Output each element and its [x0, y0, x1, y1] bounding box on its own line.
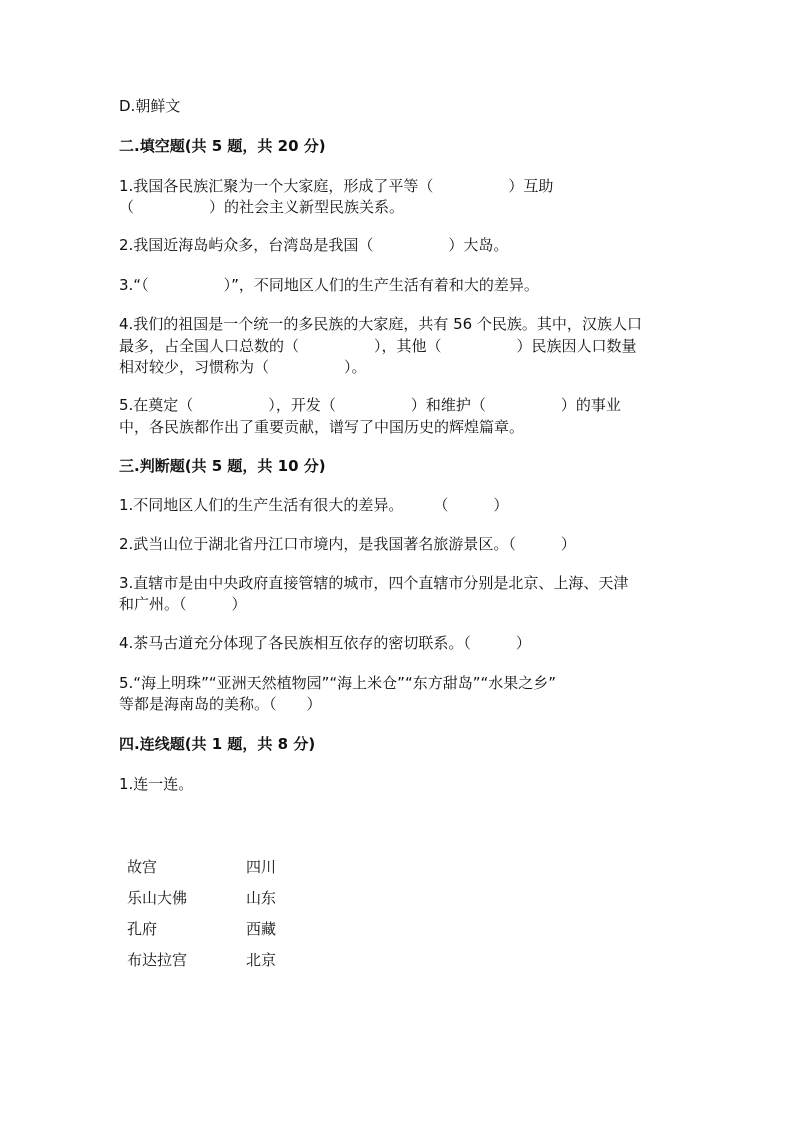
tf-q3-line2: 和广州。（ ）	[119, 595, 247, 613]
match-right-item: 西藏	[246, 920, 277, 938]
tf-q1: 1.不同地区人们的生产生活有很大的差异。 （ ）	[119, 496, 509, 514]
fill-q1-line2: （ ）的社会主义新型民族关系。	[119, 198, 405, 216]
matching-q1: 1.连一连。	[119, 775, 194, 793]
match-right-item: 北京	[246, 951, 277, 969]
tf-q3-line1: 3.直辖市是由中央政府直接管辖的城市，四个直辖市分别是北京、上海、天津	[119, 574, 629, 592]
match-left-item: 孔府	[127, 920, 158, 938]
match-right-item: 四川	[246, 858, 277, 876]
section-true-false-title: 三.判断题(共 5 题，共 10 分)	[119, 457, 326, 475]
fill-q2: 2.我国近海岛屿众多，台湾岛是我国（ ）大岛。	[119, 236, 509, 254]
tf-q4: 4.茶马古道充分体现了各民族相互依存的密切联系。（ ）	[119, 634, 531, 652]
option-d: D.朝鲜文	[119, 97, 181, 115]
fill-q4-line2: 最多，占全国人口总数的（ ），其他（ ）民族因人口数量	[119, 337, 637, 355]
tf-q5-line1: 5.“海上明珠”“亚洲天然植物园”“海上米仓”“东方甜岛”“水果之乡”	[119, 674, 557, 692]
fill-q1-line1: 1.我国各民族汇聚为一个大家庭，形成了平等（ ）互助	[119, 177, 554, 195]
match-right-item: 山东	[246, 889, 277, 907]
section-matching-title: 四.连线题(共 1 题，共 8 分)	[119, 735, 316, 753]
tf-q2: 2.武当山位于湖北省丹江口市境内，是我国著名旅游景区。（ ）	[119, 535, 576, 553]
match-left-item: 故宫	[127, 858, 158, 876]
match-left-item: 乐山大佛	[127, 889, 188, 907]
fill-q3: 3.“（ ）”，不同地区人们的生产生活有着和大的差异。	[119, 276, 539, 294]
fill-q5-line1: 5.在奠定（ ），开发（ ）和维护（ ）的事业	[119, 396, 621, 414]
fill-q5-line2: 中，各民族都作出了重要贡献，谱写了中国历史的辉煌篇章。	[119, 418, 525, 436]
tf-q5-line2: 等都是海南岛的美称。（ ）	[119, 695, 322, 713]
fill-q4-line1: 4.我们的祖国是一个统一的多民族的大家庭，共有 56 个民族。其中，汉族人口	[119, 315, 642, 333]
section-fill-blank-title: 二.填空题(共 5 题，共 20 分)	[119, 137, 326, 155]
match-left-item: 布达拉宫	[127, 951, 188, 969]
fill-q4-line3: 相对较少，习惯称为（ ）。	[119, 358, 367, 376]
